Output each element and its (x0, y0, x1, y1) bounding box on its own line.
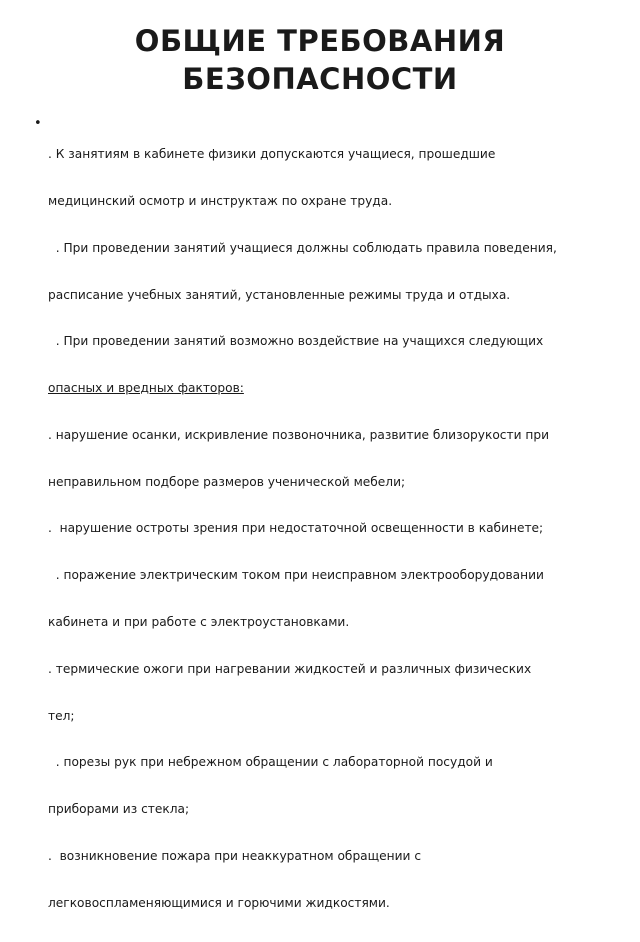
text-line: . К занятиям в кабинете физики допускаются учащиеся, прошедшие (48, 147, 496, 162)
text-line-underlined: опасных и вредных факторов: (48, 381, 244, 396)
text-line: . поражение электрическим током при неисправном электрооборудовании (48, 568, 544, 583)
body-text (48, 116, 604, 942)
text-line: тел; (48, 708, 75, 723)
slide-title (40, 22, 600, 98)
text-line: . При проведении занятий учащиеся должны соблюдать правила поведения, (48, 240, 557, 255)
bullet-icon: • (34, 116, 42, 131)
text-line: приборами из стекла; (48, 802, 190, 817)
text-line: . порезы рук при небрежном обращении с лабораторной посудой и (48, 755, 493, 770)
text-line: расписание учебных занятий, установленные режимы труда и отдыха. (48, 287, 511, 302)
text-line: неправильном подборе размеров ученической мебели; (48, 474, 406, 489)
slide-body (34, 116, 604, 942)
slide-title-line-1: ОБЩИЕ ТРЕБОВАНИЯ (134, 24, 506, 58)
text-line: кабинета и при работе с электроустановками. (48, 615, 350, 629)
text-line: . возникновение пожара при неаккуратном обращении с (48, 848, 422, 863)
text-line: . При проведении занятий возможно воздействие на учащихся следующих (48, 334, 544, 349)
slide-title-line-2: БЕЗОПАСНОСТИ (182, 62, 458, 96)
text-line: . нарушение остроты зрения при недостаточной освещенности в кабинете; (48, 521, 544, 536)
text-line: . термические ожоги при нагревании жидкостей и различных физических (48, 661, 532, 676)
text-line: медицинский осмотр и инструктаж по охране труда. (48, 193, 393, 208)
text-line: легковоспламеняющимися и горючими жидкостями. (48, 895, 390, 910)
text-line: . нарушение осанки, искривление позвоночника, развитие близорукости при (48, 427, 550, 442)
